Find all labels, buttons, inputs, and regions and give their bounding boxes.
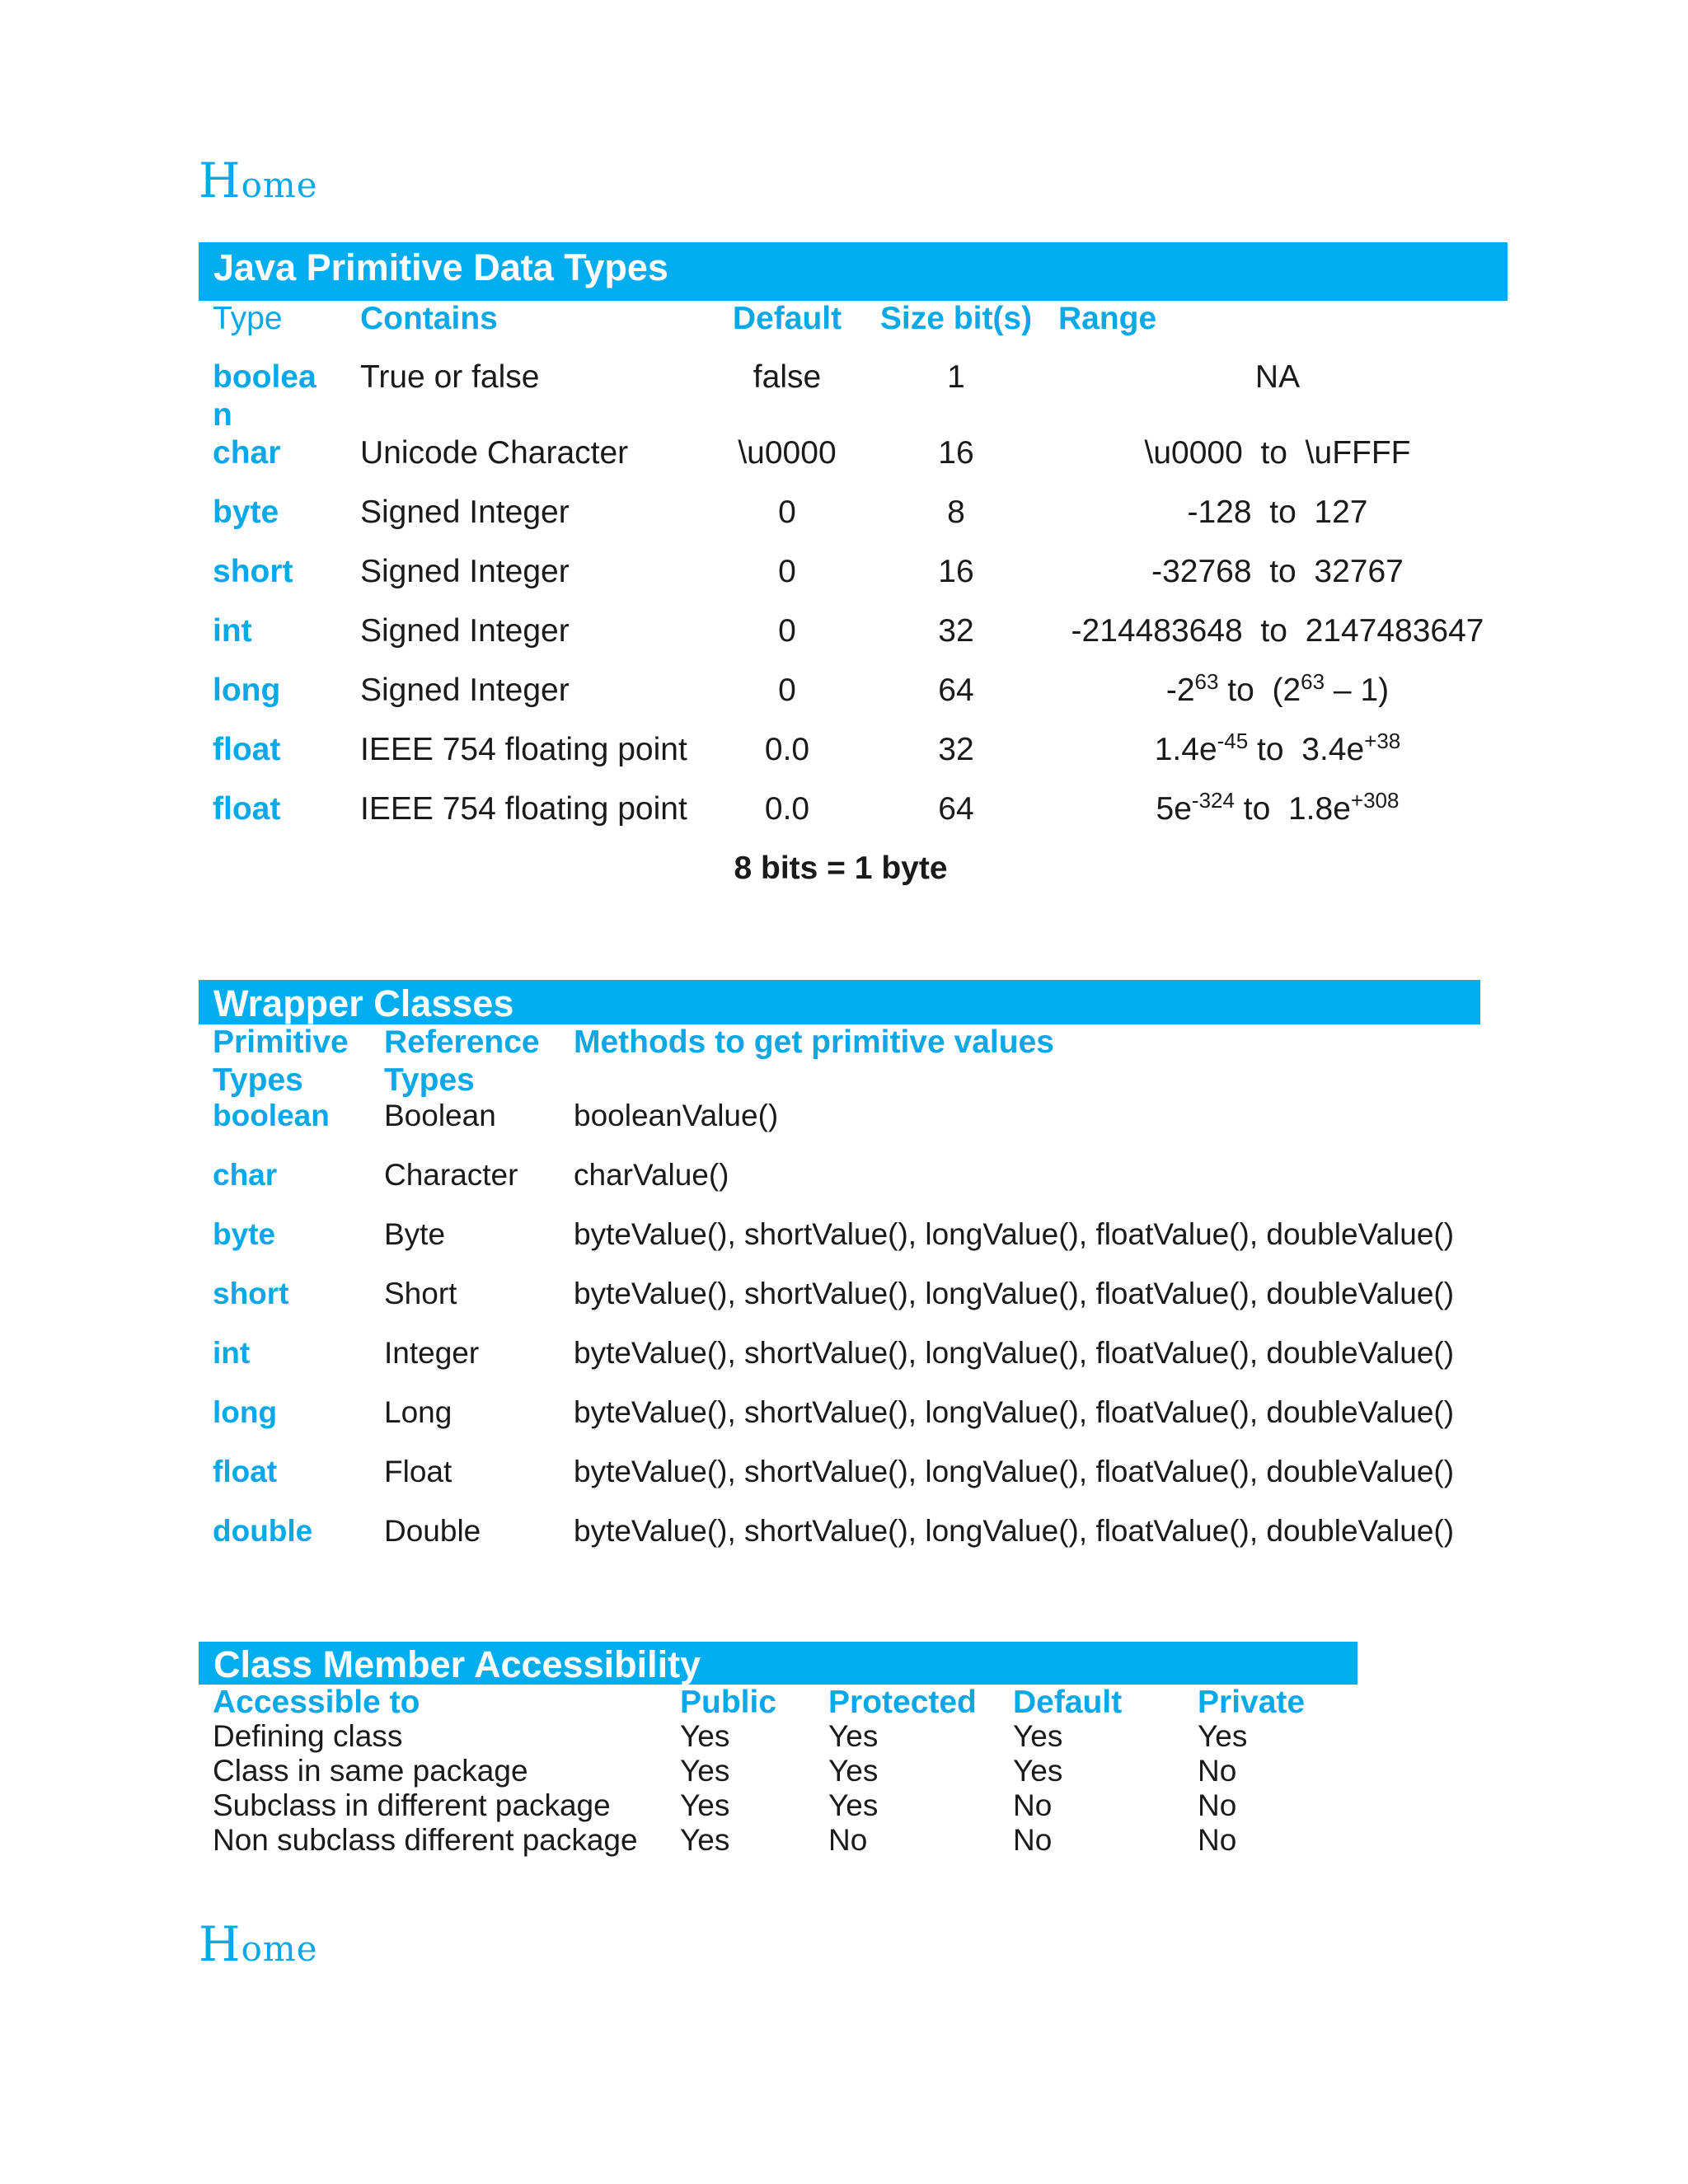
methods: charValue() [574, 1158, 729, 1192]
methods: byteValue(), shortValue(), longValue(), floatValue(), doubleValue() [574, 1217, 1455, 1251]
size-bits: 64 [938, 791, 974, 827]
header-primitive-types: Primitive [213, 1024, 349, 1060]
size-bits: 1 [947, 359, 965, 395]
contains: Signed Integer [360, 494, 570, 530]
default-value: \u0000 [738, 435, 837, 471]
methods: byteValue(), shortValue(), longValue(), floatValue(), doubleValue() [574, 1277, 1455, 1310]
contains: Signed Integer [360, 554, 570, 589]
contains: Unicode Character [360, 435, 629, 471]
default-value: 0.0 [764, 732, 810, 767]
type-name: float [213, 791, 281, 827]
header-type: Type [213, 301, 283, 336]
type-name: int [213, 613, 252, 649]
default-value: 0 [778, 554, 796, 589]
default-value: No [1013, 1788, 1053, 1822]
public-value: Yes [680, 1719, 730, 1753]
primitive-type: float [213, 1455, 278, 1488]
size-bits: 64 [938, 673, 974, 708]
reference-type: Float [384, 1455, 452, 1488]
default-value: false [753, 359, 822, 395]
type-name: byte [213, 494, 279, 530]
default-value: Yes [1013, 1754, 1063, 1788]
public-value: Yes [680, 1823, 730, 1857]
private-value: Yes [1198, 1719, 1248, 1753]
accessible-to: Non subclass different package [213, 1823, 638, 1857]
bits-per-byte-note: 8 bits = 1 byte [734, 851, 948, 886]
size-bits: 32 [938, 613, 974, 649]
public-value: Yes [680, 1754, 730, 1788]
primitive-type: double [213, 1514, 313, 1548]
range: -32768 to 32767 [1151, 554, 1404, 589]
accessible-to: Defining class [213, 1719, 403, 1753]
header-range: Range [1058, 301, 1157, 336]
type-name: char [213, 435, 281, 471]
header-default: Default [732, 301, 842, 336]
default-value: No [1013, 1823, 1053, 1857]
private-value: No [1198, 1788, 1237, 1822]
size-bits: 16 [938, 554, 974, 589]
range: $1.4e^{-45}$ to $3.4e^{+38}$ [1154, 729, 1401, 767]
reference-type: Short [384, 1277, 457, 1310]
default-value: 0 [778, 613, 796, 649]
accessibility-table-title: Class Member Accessibility [199, 1642, 1357, 1685]
protected-value: Yes [828, 1788, 879, 1822]
primitive-type: byte [213, 1217, 276, 1251]
default-value: 0.0 [764, 791, 810, 827]
header-public: Public [680, 1685, 777, 1720]
methods: byteValue(), shortValue(), longValue(), floatValue(), doubleValue() [574, 1514, 1455, 1548]
header-contains: Contains [360, 301, 498, 336]
private-value: No [1198, 1754, 1237, 1788]
reference-type: Long [384, 1395, 452, 1429]
range: \u0000 to \uFFFF [1144, 435, 1411, 471]
header-reference-types-2: Types [384, 1062, 475, 1098]
contains: Signed Integer [360, 673, 570, 708]
type-name: float [213, 732, 281, 767]
range: -128 to 127 [1187, 494, 1368, 530]
header-private: Private [1198, 1685, 1306, 1720]
size-bits: 8 [947, 494, 965, 530]
type-name: long [213, 673, 281, 708]
range: NA [1254, 359, 1301, 395]
private-value: No [1198, 1823, 1237, 1857]
public-value: Yes [680, 1788, 730, 1822]
type-name: short [213, 554, 293, 589]
type-name: boolea [213, 359, 316, 395]
protected-value: No [828, 1823, 868, 1857]
reference-type: Integer [384, 1336, 480, 1370]
header-protected: Protected [828, 1685, 977, 1720]
contains: Signed Integer [360, 613, 570, 649]
primitive-table-title: Java Primitive Data Types [199, 242, 1507, 301]
protected-value: Yes [828, 1719, 879, 1753]
reference-type: Byte [384, 1217, 446, 1251]
range: $-2^{63}$ to $(2^{63} - 1)$ [1165, 669, 1390, 708]
contains: IEEE 754 floating point [360, 791, 687, 827]
default-value: 0 [778, 494, 796, 530]
home-link-top[interactable]: Home [199, 152, 318, 209]
header-accessible-to: Accessible to [213, 1685, 420, 1720]
header-reference-types: Reference [384, 1024, 540, 1060]
home-link-bottom[interactable]: Home [199, 1916, 318, 1972]
reference-type: Double [384, 1514, 481, 1548]
methods: booleanValue() [574, 1099, 779, 1132]
reference-type: Boolean [384, 1099, 496, 1132]
header-size: Size bit(s) [879, 301, 1033, 336]
header-primitive-types-2: Types [213, 1062, 303, 1098]
size-bits: 16 [938, 435, 974, 471]
protected-value: Yes [828, 1754, 879, 1788]
primitive-type: long [213, 1395, 278, 1429]
primitive-type: char [213, 1158, 278, 1192]
range: $5e^{-324}$ to $1.8e^{+308}$ [1156, 788, 1400, 827]
header-default: Default [1013, 1685, 1123, 1720]
default-value: Yes [1013, 1719, 1063, 1753]
methods: byteValue(), shortValue(), longValue(), floatValue(), doubleValue() [574, 1336, 1455, 1370]
type-name-wrap: n [213, 397, 232, 433]
methods: byteValue(), shortValue(), longValue(), floatValue(), doubleValue() [574, 1395, 1455, 1429]
default-value: 0 [778, 673, 796, 708]
accessible-to: Class in same package [213, 1754, 528, 1788]
accessible-to: Subclass in different package [213, 1788, 611, 1822]
range: -214483648 to 2147483647 [1071, 613, 1484, 649]
header-methods: Methods to get primitive values [574, 1024, 1054, 1060]
contains: True or false [360, 359, 540, 395]
primitive-type: short [213, 1277, 289, 1310]
contains: IEEE 754 floating point [360, 732, 687, 767]
wrapper-table-title: Wrapper Classes [199, 980, 1480, 1024]
methods: byteValue(), shortValue(), longValue(), floatValue(), doubleValue() [574, 1455, 1455, 1488]
primitive-type: int [213, 1336, 251, 1370]
reference-type: Character [384, 1158, 518, 1192]
size-bits: 32 [938, 732, 974, 767]
primitive-type: boolean [213, 1099, 330, 1132]
